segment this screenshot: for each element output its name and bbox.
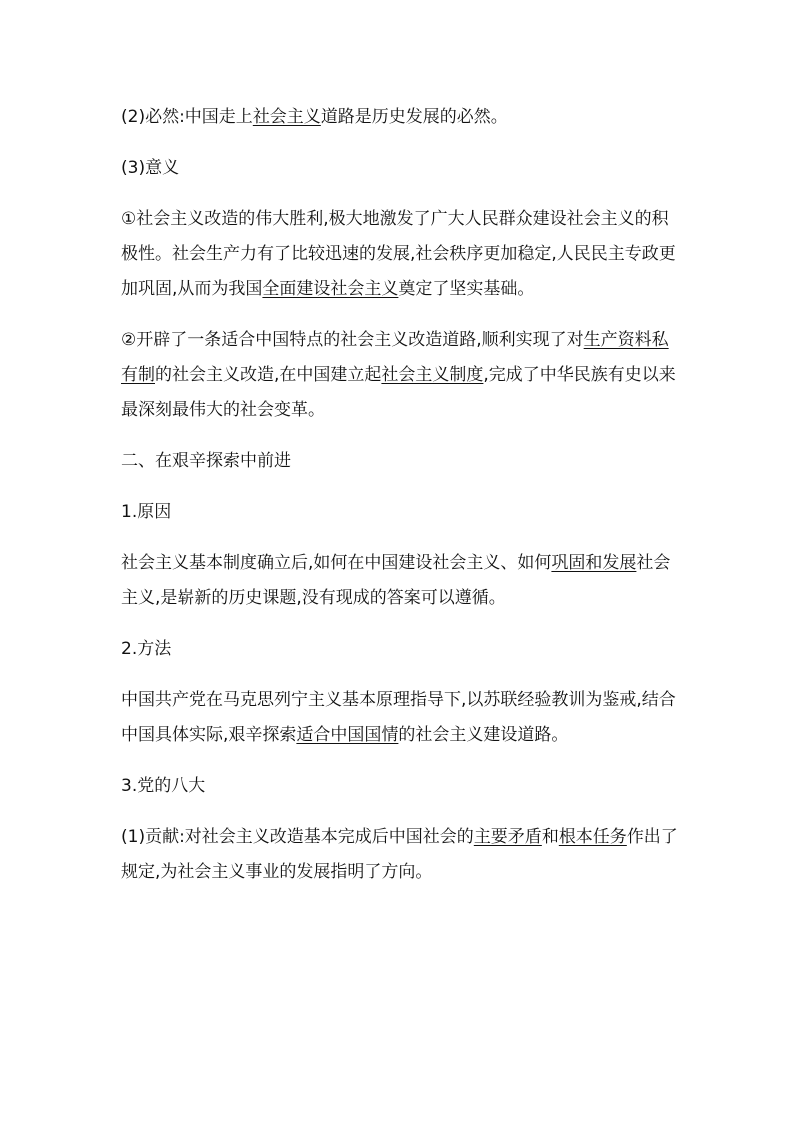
text-segment: 的社会主义建设道路。 (398, 725, 569, 745)
text-segment: 中国共产党在马克思列宁主义基本原理指导下,以苏联经验教训为鉴戒,结合中国具体实际,艰辛探索 (121, 690, 676, 745)
underlined-keyword: 全面建设社会主义 (262, 279, 399, 299)
text-segment: 二、在艰辛探索中前进 (121, 451, 291, 471)
underlined-keyword: 适合中国国情 (296, 725, 399, 745)
text-segment: 社会主义,是崭新的历史课题,没有现成的答案可以遵循。 (121, 553, 671, 608)
underlined-keyword: 社会主义制度 (381, 365, 484, 385)
text-segment: ①社会主义改造的伟大胜利,极大地激发了广大人民群众建设社会主义的积极性。社会生产力有了比较迅速的发展,社会秩序更加稳定,人民民主专政更加巩固,从而为我国 (121, 209, 676, 299)
text-segment: 和 (541, 827, 559, 847)
text-segment: ②开辟了一条适合中国特点的社会主义改造道路,顺利实现了对 (121, 330, 584, 350)
heading-reason (121, 495, 681, 530)
heading-method (121, 632, 681, 667)
underlined-keyword: 根本任务 (558, 827, 627, 847)
paragraph-significance-2 (121, 323, 681, 428)
text-segment: 奠定了坚实基础。 (398, 279, 535, 299)
text-segment: 的社会主义改造,在中国建立起 (155, 365, 382, 385)
heading-section-2 (121, 444, 681, 479)
heading-significance (121, 151, 681, 186)
paragraph-necessity (121, 100, 681, 135)
heading-eighth-congress (121, 769, 681, 804)
text-segment: 作出了规定,为社会主义事业的发展指明了方向。 (121, 827, 678, 882)
text-segment: (1)贡献:对社会主义改造基本完成后中国社会的 (121, 827, 474, 847)
paragraph-congress-contribution (121, 820, 681, 890)
text-segment: 道路是历史发展的必然。 (320, 107, 508, 127)
text-segment: (2)必然:中国走上 (121, 107, 253, 127)
text-segment: 3.党的八大 (121, 776, 206, 796)
document-page (121, 100, 681, 890)
text-segment: 1.原因 (121, 502, 172, 522)
underlined-keyword: 社会主义 (252, 107, 321, 127)
underlined-keyword: 主要矛盾 (473, 827, 542, 847)
text-segment: (3)意义 (121, 158, 180, 178)
underlined-keyword: 生产资料私有制 (121, 330, 669, 385)
text-segment: 社会主义基本制度确立后,如何在中国建设社会主义、如何 (121, 553, 552, 573)
text-segment: ,完成了中华民族有史以来最深刻最伟大的社会变革。 (121, 365, 676, 420)
paragraph-significance-1 (121, 202, 681, 307)
text-segment: 2.方法 (121, 639, 172, 659)
paragraph-method (121, 683, 681, 753)
underlined-keyword: 巩固和发展 (551, 553, 637, 573)
paragraph-reason (121, 546, 681, 616)
